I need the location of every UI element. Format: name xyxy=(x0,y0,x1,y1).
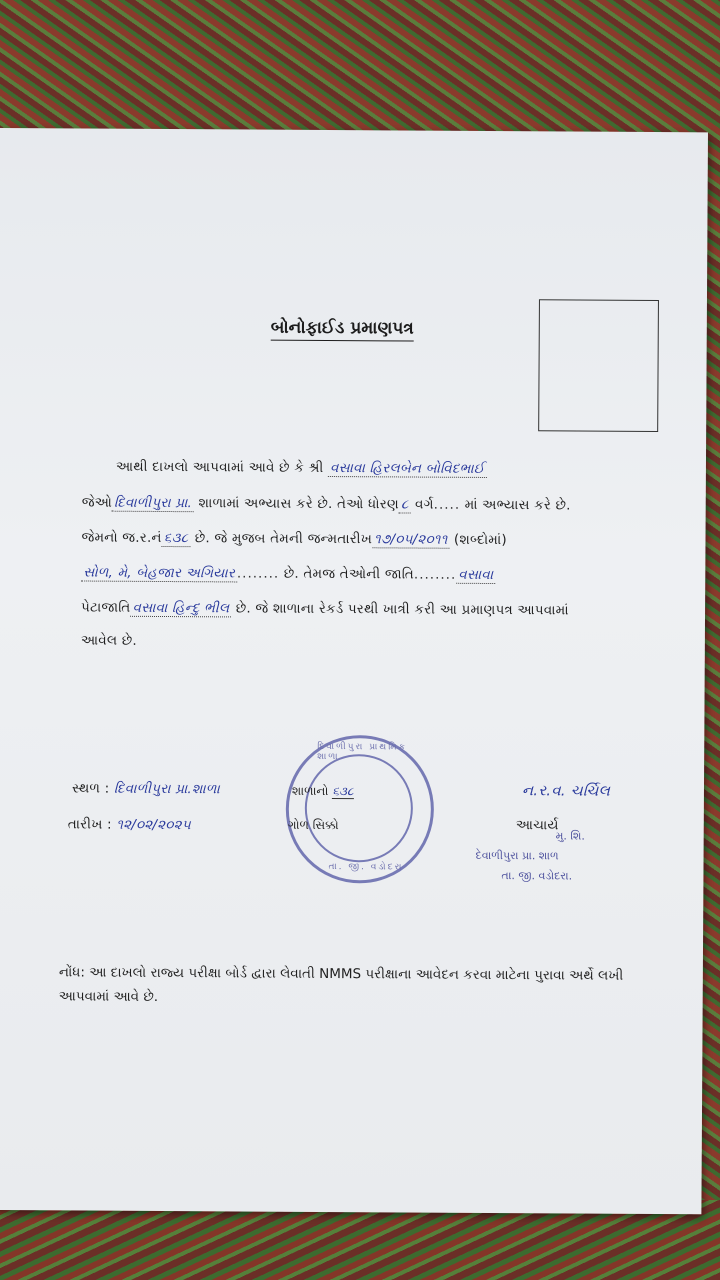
line4-mid: છે. તેમજ તેઓની જાતિ xyxy=(283,565,414,583)
birth-date-words: સોળ, મે, બેહજાર અગિયાર xyxy=(81,565,237,583)
line3-end: (શબ્દોમાં) xyxy=(453,531,507,549)
principal-stamp-line2: દેવાળીપુરા પ્રા. શાળ xyxy=(475,848,559,863)
line2-mid2: વર્ગ xyxy=(414,496,434,513)
date-label: તારીખ : xyxy=(67,816,112,833)
principal-label: આચાર્ય xyxy=(515,817,559,834)
student-name: વસાવા હિરલબેન બોવિદભાઈ xyxy=(328,460,487,478)
line-3 xyxy=(81,530,506,549)
line3-prefix: જેમનો જ.ર.નં xyxy=(81,529,162,546)
line3-mid: છે. જે મુજબ તેમની જન્મતારીખ xyxy=(194,530,373,548)
date-row xyxy=(68,816,191,833)
line-6: આવેલ છે. xyxy=(80,632,137,649)
line2-mid: શાળામાં અભ્યાસ કરે છે. તેઓ ધોરણ xyxy=(198,495,399,513)
gr-number: ૬૩૮ xyxy=(162,530,191,547)
line2-prefix: જેઓ xyxy=(81,494,113,511)
birth-date: ૧૭/૦૫/૨૦૧૧ xyxy=(372,531,449,548)
stamp-top-text: દિવાળીપુરા પ્રાથમિક શાળા xyxy=(317,741,407,763)
photo-box xyxy=(538,299,659,432)
stamp-inner-ring xyxy=(305,754,414,863)
date-value: ૧૨/૦૨/૨૦૨૫ xyxy=(116,816,191,834)
line5-prefix: પેટાજાતિ xyxy=(81,599,131,616)
line2-end: માં અભ્યાસ કરે છે. xyxy=(464,496,571,514)
note-text: નોંધ: આ દાખલો રાજ્ય પરીક્ષા બોર્ડ દ્વારા લેવાતી NMMS પરીક્ષાના આવેદન કરવા માટેના પુરાવા અર્થે લખી આપવામાં આવે છે. xyxy=(58,964,624,1005)
caste: વસાવા xyxy=(456,567,495,584)
round-stamp xyxy=(285,735,434,884)
line-1 xyxy=(116,459,487,477)
standard: ૮ xyxy=(399,496,411,513)
place-label: સ્થળ : xyxy=(71,780,110,797)
principal-stamp-line1: મુ. શિ. xyxy=(555,829,585,843)
line5-end: છે. જે શાળાના રેકર્ડ પરથી ખાત્રી કરી આ પ્રમાણપત્ર આપવામાં xyxy=(235,600,569,619)
line-5 xyxy=(81,600,569,619)
principal-signature: ન.ર.વ. ચર્ચિલ xyxy=(521,781,611,800)
seal-no-label: શાળાનો xyxy=(291,783,329,799)
place-value: દિવાળીપુરા પ્રા.શાળા xyxy=(113,780,220,798)
subcaste: વસાવા હિન્દુ ભીલ xyxy=(130,600,231,618)
line-2: જેઓ દિવાળીપુરા પ્રા. શાળામાં અભ્યાસ કરે છે. તેઓ ધોરણ ૮ વર્ગ..... માં અભ્યાસ કરે છે. xyxy=(81,494,571,514)
school-name: દિવાળીપુરા પ્રા. xyxy=(112,495,194,513)
round-seal-field: ગોળ સિક્કો xyxy=(287,817,339,833)
principal-stamp-line3: તા. જી. વડોદરા. xyxy=(501,869,573,883)
certificate-title: બોનોફાઈડ પ્રમાણપત્ર xyxy=(271,318,414,342)
place-row xyxy=(72,780,220,797)
line-4: સોળ, મે, બેહજાર અગિયાર ........ છે. તેમજ તેઓની જાતિ........ વસાવા xyxy=(81,565,495,584)
certificate-paper xyxy=(0,128,708,1214)
line1-prefix: આથી દાખલો આપવામાં આવે છે કે શ્રી xyxy=(115,458,324,476)
stamp-bottom-text: તા. જી. વડોદરા xyxy=(328,862,404,873)
seal-number-field xyxy=(292,784,354,799)
seal-no-value: ૬૩૮ xyxy=(332,784,354,799)
